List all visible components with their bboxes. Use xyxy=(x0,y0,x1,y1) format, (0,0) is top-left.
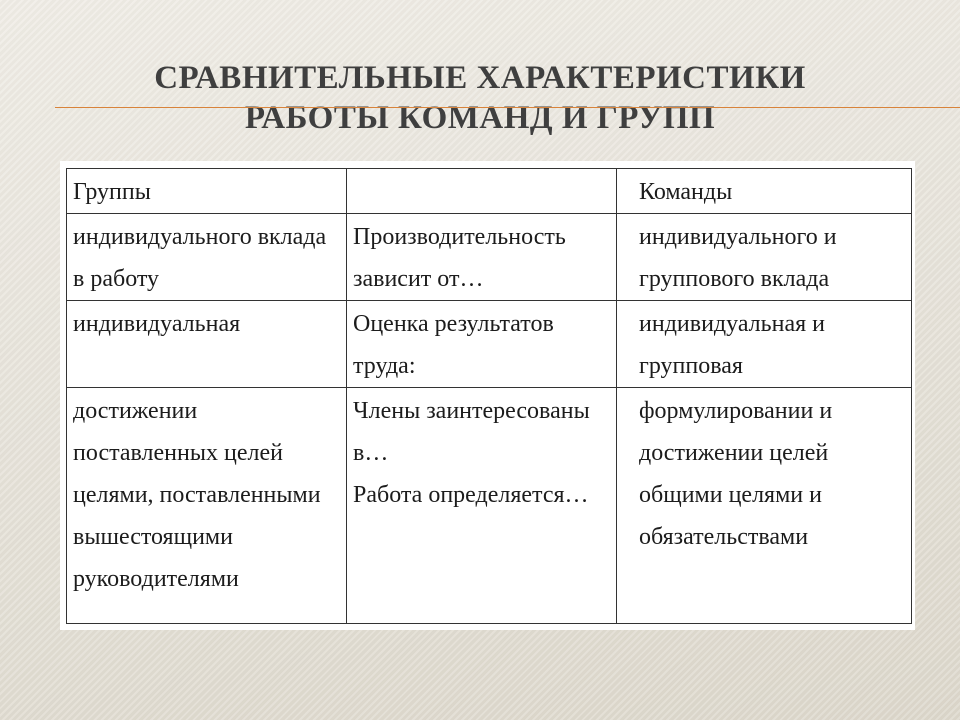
table-cell xyxy=(617,388,912,624)
slide-title-line-1: СРАВНИТЕЛЬНЫЕ ХАРАКТЕРИСТИКИ xyxy=(154,60,806,96)
table-cell xyxy=(347,388,617,624)
table-row xyxy=(67,388,912,624)
table-cell xyxy=(67,214,347,301)
table-cell xyxy=(67,388,347,624)
cell-line: целями, поставленными xyxy=(73,482,321,508)
header-cell-groups: Группы xyxy=(67,169,347,214)
cell-line: формулировании и xyxy=(639,398,833,424)
cell-line: группового вклада xyxy=(639,266,830,292)
cell-line: индивидуального вклада xyxy=(73,224,327,250)
cell-line: в работу xyxy=(73,266,160,292)
cell-line: Члены заинтересованы xyxy=(353,398,590,424)
comparison-table-panel xyxy=(60,161,915,630)
cell-line: групповая xyxy=(639,353,743,379)
table-cell xyxy=(347,301,617,388)
cell-line: труда: xyxy=(353,353,416,379)
title-divider xyxy=(55,107,960,108)
cell-line: Производительность xyxy=(353,224,566,250)
cell-line: индивидуальная xyxy=(73,311,241,337)
cell-line: индивидуального и xyxy=(639,224,837,250)
cell-line: поставленных целей xyxy=(73,440,283,466)
cell-line: вышестоящими xyxy=(73,524,233,550)
slide-title-line-2: РАБОТЫ КОМАНД И ГРУПП xyxy=(244,100,716,136)
cell-line: руководителями xyxy=(73,566,239,592)
table-row xyxy=(67,214,912,301)
table-header-row xyxy=(67,169,912,214)
header-cell-criterion xyxy=(347,169,617,214)
cell-line: Работа определяется… xyxy=(353,482,589,508)
cell-line: Оценка результатов xyxy=(353,311,554,337)
cell-line: достижении xyxy=(73,398,198,424)
cell-line: зависит от… xyxy=(353,266,484,292)
table-cell xyxy=(617,214,912,301)
cell-line: достижении целей xyxy=(639,440,829,466)
comparison-table xyxy=(66,168,912,624)
cell-line: обязательствами xyxy=(639,524,809,550)
header-cell-teams: Команды xyxy=(617,169,912,214)
table-cell xyxy=(617,301,912,388)
cell-line: общими целями и xyxy=(639,482,822,508)
cell-line: в… xyxy=(353,440,389,466)
table-cell xyxy=(347,214,617,301)
cell-line: индивидуальная и xyxy=(639,311,825,337)
slide-title xyxy=(60,58,900,138)
table-cell xyxy=(67,301,347,388)
table-row xyxy=(67,301,912,388)
